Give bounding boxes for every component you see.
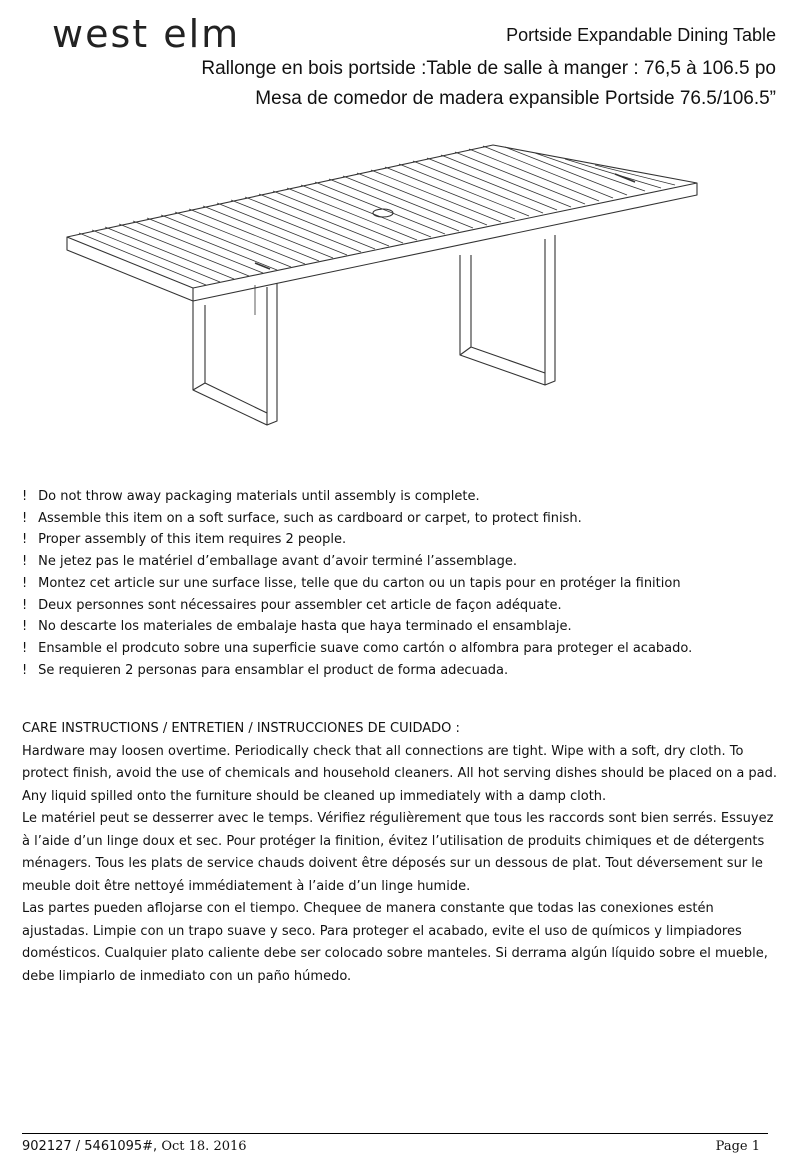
note-item: ! Ne jetez pas le matériel d’emballage avant d’avoir terminé l’assemblage. (22, 554, 517, 570)
note-item: ! Montez cet article sur une surface lisse, telle que du carton ou un tapis pour en protéger la finition (22, 575, 681, 591)
title-english: Portside Expandable Dining Table (506, 25, 776, 45)
assembly-notes (22, 486, 782, 681)
care-french: Le matériel peut se desserrer avec le temps. Vérifiez régulièrement que tous les raccords sont bien serrés. Essuyez à l’aide d’un linge doux et sec. Pour protéger la finition, évitez l’utilisation de produits chimiques et de détergents ménagers. Tous les plats de service chauds doivent être déposés sur un dessous de plat. Tout déversement sur le meuble doit être nettoyé immédiatement à l’aide d’un linge humide. (22, 811, 774, 894)
note-item: ! Ensamble el prodcuto sobre una superficie suave como cartón o alfombra para proteger el acabado. (22, 640, 693, 656)
note-item: ! No descarte los materiales de embalaje hasta que haya terminado el ensamblaje. (22, 619, 572, 635)
note-item: ! Deux personnes sont nécessaires pour assembler cet article de façon adéquate. (22, 597, 562, 613)
care-heading: CARE INSTRUCTIONS / ENTRETIEN / INSTRUCCIONES DE CUIDADO : (22, 721, 460, 736)
footer-reference (22, 1139, 247, 1154)
left-leg (193, 283, 277, 425)
page-number: Page 1 (715, 1139, 760, 1154)
care-instructions (22, 718, 782, 988)
footer-code: 902127 / 5461095#, (22, 1139, 158, 1154)
right-leg (460, 235, 555, 385)
note-item: ! Se requieren 2 personas para ensamblar el product de forma adecuada. (22, 662, 509, 678)
care-spanish: Las partes pueden aflojarse con el tiempo. Chequee de manera constante que todas las conexiones estén ajustadas. Limpie con un trapo suave y seco. Para proteger el acabado, evite el uso de químicos y limpiadores domésticos. Cualquier plato caliente debe ser colocado sobre manteles. Si derrama algún líquido sobre el mueble, debe limpiarlo de inmediato con un paño húmedo. (22, 901, 768, 984)
table-illustration (55, 135, 745, 435)
footer-date: Oct 18. 2016 (161, 1139, 247, 1154)
note-item: ! Proper assembly of this item requires 2 people. (22, 532, 347, 548)
care-english: Hardware may loosen overtime. Periodically check that all connections are tight. Wipe with a soft, dry cloth. To protect finish, avoid the use of chemicals and household cleaners. All hot serving dishes should be placed on a pad. Any liquid spilled onto the furniture should be cleaned up immediately with a damp cloth. (22, 743, 778, 804)
title-french: Rallonge en bois portside :Table de salle à manger : 76,5 à 106.5 po (201, 58, 776, 79)
note-item: ! Do not throw away packaging materials until assembly is complete. (22, 489, 480, 504)
note-item: ! Assemble this item on a soft surface, such as cardboard or carpet, to protect finish. (22, 510, 582, 526)
table-top (67, 145, 697, 301)
footer-divider (22, 1133, 768, 1134)
title-spanish: Mesa de comedor de madera expansible Portside 76.5/106.5” (255, 88, 776, 109)
brand-logo: west elm (52, 12, 241, 56)
